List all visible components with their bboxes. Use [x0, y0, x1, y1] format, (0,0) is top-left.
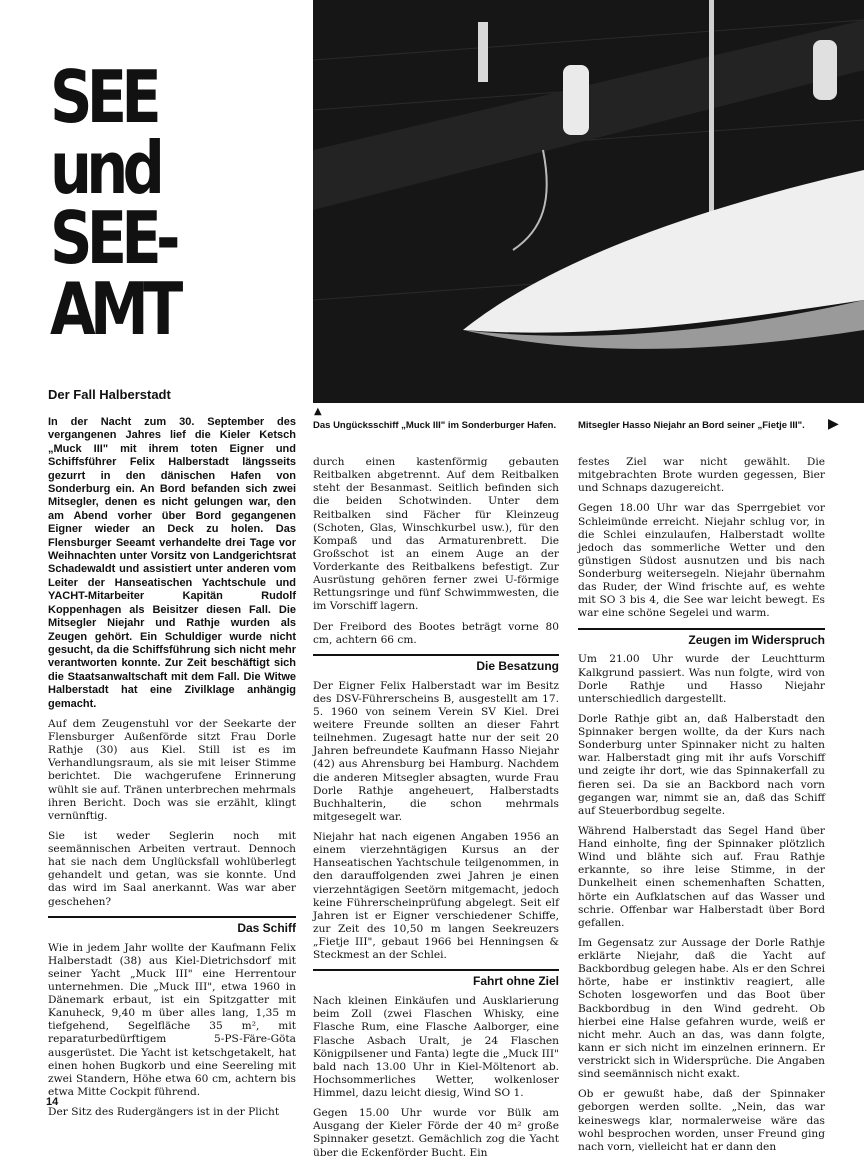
headline-line-4: AMT	[50, 266, 178, 351]
paragraph: Der Eigner Felix Halberstadt war im Besitz des DSV-Führerscheins B, ausgestellt am 17. 5. 1960 von seinem Verein SV Kiel. Drei weitere Freunde sollten an dieser Fahrt teilnehmen. Zugesagt hatte nur der seit 20 Jahren befreundete Kaufmann Hasso Niejahr (42) aus Ahrensburg bei Hamburg. Nachdem die anderen Mitsegler absagten, wurde Frau Dorle Rathje angeheuert, Halberstadts Buchhalterin, die schon mehrmals mitgesegelt war.	[313, 679, 559, 823]
paragraph: festes Ziel war nicht gewählt. Die mitgebrachten Brote wurden gegessen, Bier und Schnaps dazugereicht.	[578, 456, 825, 495]
paragraph: Der Sitz des Rudergängers ist in der Plicht	[48, 1106, 280, 1119]
section-heading-zeugen: Zeugen im Widerspruch	[578, 628, 825, 648]
arrow-right-icon: ▶	[828, 416, 839, 432]
photo-caption-left: Das Ungücksschiff „Muck III" im Sonderburger Hafen.	[313, 420, 557, 431]
column-1	[48, 416, 296, 1126]
paragraph: Dorle Rathje gibt an, daß Halberstadt den Spinnaker bergen wollte, da der Kurs nach Sonderburg unter Spinnaker nicht zu halten war. Halberstadt ging mit ihr aufs Vorschiff und zeigte ihr dort, wie das Spinnakerfall zu fieren sei. Da sie an Backbord nach vorn gegangen war, nimmt sie an, daß das Schiff auf Steuerbordbug segelte.	[578, 712, 825, 817]
photo-sailboat-harbor	[313, 0, 864, 403]
paragraph: Um 21.00 Uhr wurde der Leuchtturm Kalkgrund passiert. Was nun folgte, wird von Dorle Rathje und Hasso Niejahr unterschiedlich dargestellt.	[578, 653, 825, 705]
paragraph: Niejahr hat nach eigenen Angaben 1956 an einem vierzehntägigen Kursus an der Hanseatischen Yachtschule teilgenommen, in den darauffolgenden zwei Jahren je einen vierzehntägigen Seetörn mitgemacht, jedoch keine Führerscheinprüfung abgelegt. Seit elf Jahren ist er Eigner verschiedener Schiffe, zur Zeit des 10,50 m langen Seekreuzers „Fietje III", gebaut 1966 bei Henningsen & Steckmest an der Schlei.	[313, 831, 559, 962]
paragraph: Während Halberstadt das Segel Hand über Hand einholte, fing der Spinnaker plötzlich Wind und blähte sich auf. Frau Rathje erkannte, so ihre leise Stimme, in der Dunkelheit einen schemenhaften Schatten, hörte ein Aufklatschen auf das Wasser und schrie. Offenbar war Halberstadt über Bord gefallen.	[578, 824, 825, 929]
headline-line-3: SEE-	[50, 196, 175, 281]
column-2	[313, 456, 559, 1167]
paragraph: Der Freibord des Bootes beträgt vorne 80 cm, achtern 66 cm.	[313, 620, 559, 646]
headline-line-1: SEE	[50, 55, 156, 139]
arrow-up-icon: ▲	[314, 406, 322, 417]
column-3	[578, 456, 825, 1161]
intro-paragraph: In der Nacht zum 30. September des vergangenen Jahres lief die Kieler Ketsch „Muck III" mit ihrem toten Eigner und Schiffsführer Felix Halberstadt längsseits gezurrt in den dänischen Hafen von Sonderburg ein. An Bord befanden sich zwei Mitsegler, denen es nicht gelungen war, den am Abend vorher über Bord gegangenen Eigner wieder an Deck zu holen. Das Flensburger Seeamt verhandelte drei Tage vor Weihnachten unter Vorsitz von Landgerichtsrat Schadewaldt und assistiert unter anderen vom Leiter der Hanseatischen Yachtschule und YACHT-Mitarbeiter Kapitän Rudolf Koppenhagen als Beisitzer diesen Fall. Die Mitsegler Niejahr und Rathje wurden als Zeugen gehört. Ein Schuldiger wurde nicht gesucht, da die Schiffsführung sich nicht mehr verantworten konnte. Zur Zeit beschäftigt sich die Staatsanwaltschaft mit dem Fall. Die Witwe Halberstadt hat eine Zivilklage anhängig gemacht.	[48, 416, 296, 710]
paragraph: Gegen 15.00 Uhr wurde vor Bülk am Ausgang der Kieler Förde der 40 m² große Spinnaker gesetzt. Gemächlich zog die Yacht über die Eckenförder Bucht. Ein	[313, 1107, 559, 1159]
paragraph: Wie in jedem Jahr wollte der Kaufmann Felix Halberstadt (38) aus Kiel-Dietrichsdorf mit seiner Yacht „Muck III" eine Herrentour unternehmen. Die „Muck III", etwa 1960 in Dänemark erbaut, ist ein Spitzgatter mit Kanuheck, 9,40 m über alles lang, 1,35 m tiefgehend, Segelfläche 35 m², mit reparaturbedürftigem 5-PS-Färe-Göta ausgerüstet. Die Yacht ist ketschgetakelt, hat einen hohen Bugkorb und eine Seereling mit zwei Standern, Höhe etwa 60 cm, achtern bis etwa Mitte Cockpit führend.	[48, 941, 296, 1098]
paragraph: durch einen kastenförmig gebauten Reitbalken abgetrennt. Auf dem Reitbalken steht der Besanmast. Seitlich befinden sich die beiden Schotwinden. Unter dem Reitbalken sind Fächer für Kleinzeug (Schoten, Glas, Winschkurbel usw.), für den Kompaß und das Armaturenbrett. Die Großschot ist an einem Auge an der Vorderkante des Reitbalkens befestigt. Zur Ausrüstung gehören ferner zwei U-förmige Rettungsringe und fünf Schwimmwesten, die im Vorschiff lagern.	[313, 456, 559, 613]
paragraph: Im Gegensatz zur Aussage der Dorle Rathje erklärte Niejahr, daß die Yacht auf Backbordbug gelegen habe. Als er den Schrei hörte, habe er instinktiv reagiert, alle Schoten losgeworfen und das Boot über Backbordbug in den Wind gedreht. Ob hierbei eine Halse gefahren wurde, weiß er nicht mehr. Auch an das, was dann folgte, kann er sich nicht im einzelnen erinnern. Er verstrickt sich in Widersprüche. Die Angaben sind seemännisch nicht exakt.	[578, 936, 825, 1081]
section-heading-schiff: Das Schiff	[48, 916, 296, 936]
page-number: 14	[46, 1096, 59, 1108]
section-heading-besatzung: Die Besatzung	[313, 654, 559, 674]
subhead: Der Fall Halberstadt	[48, 387, 171, 402]
paragraph: Gegen 18.00 Uhr war das Sperrgebiet vor Schleimünde erreicht. Niejahr schlug vor, in die Schlei einzulaufen, Halberstadt wollte jedoch das sommerliche Wetter und den günstigen Südost ausnutzen und bis nach Sonderburg weitersegeln. Niejahr übernahm das Ruder, der Wind frischte auf, es wehte mit SO 3 bis 4, die See war leicht bewegt. Es war eine schöne Segelei und warm.	[578, 502, 825, 620]
paragraph: Nach kleinen Einkäufen und Ausklarierung beim Zoll (zwei Flaschen Whisky, eine Flasche Rum, eine Flasche Aalborger, eine Flasche Asbach Uralt, je 24 Flaschen Königpilsener und Fanta) legte die „Muck III" bald nach 13.00 Uhr in Kiel-Möltenort ab. Hochsommerliches Wetter, wolkenloser Himmel, dazu leicht diesig, Wind SO 1.	[313, 995, 559, 1099]
paragraph: Auf dem Zeugenstuhl vor der Seekarte der Flensburger Außenförde sitzt Frau Dorle Rathje (30) aus Kiel. Still ist es im Verhandlungsraum, als sie mit leiser Stimme berichtet. Die wachgerufene Erinnerung wühlt sie auf. Tränen unterbrechen mehrmals ihren Bericht. Doch was sie erzählt, klingt vernünftig.	[48, 717, 296, 822]
headline-line-2: und	[50, 125, 160, 210]
paragraph: Ob er gewußt habe, daß der Spinnaker geborgen werden sollte. „Nein, das war keineswegs klar, normalerweise wäre das wohl besprochen worden, unser Freund ging nach vorn, vielleicht hat er dann den	[578, 1088, 825, 1153]
headline	[50, 55, 263, 351]
section-heading-fahrt: Fahrt ohne Ziel	[313, 969, 559, 989]
photo-caption-right: Mitsegler Hasso Niejahr an Bord seiner „Fietje III".	[578, 420, 805, 431]
photo-illustration	[313, 0, 864, 403]
paragraph: Sie ist weder Seglerin noch mit seemännischen Arbeiten vertraut. Dennoch hat sie nach dem Unglücksfall wohlüberlegt gehandelt und getan, was sie konnte. Und das wird im Saal anerkannt. Was war aber geschehen?	[48, 829, 296, 908]
